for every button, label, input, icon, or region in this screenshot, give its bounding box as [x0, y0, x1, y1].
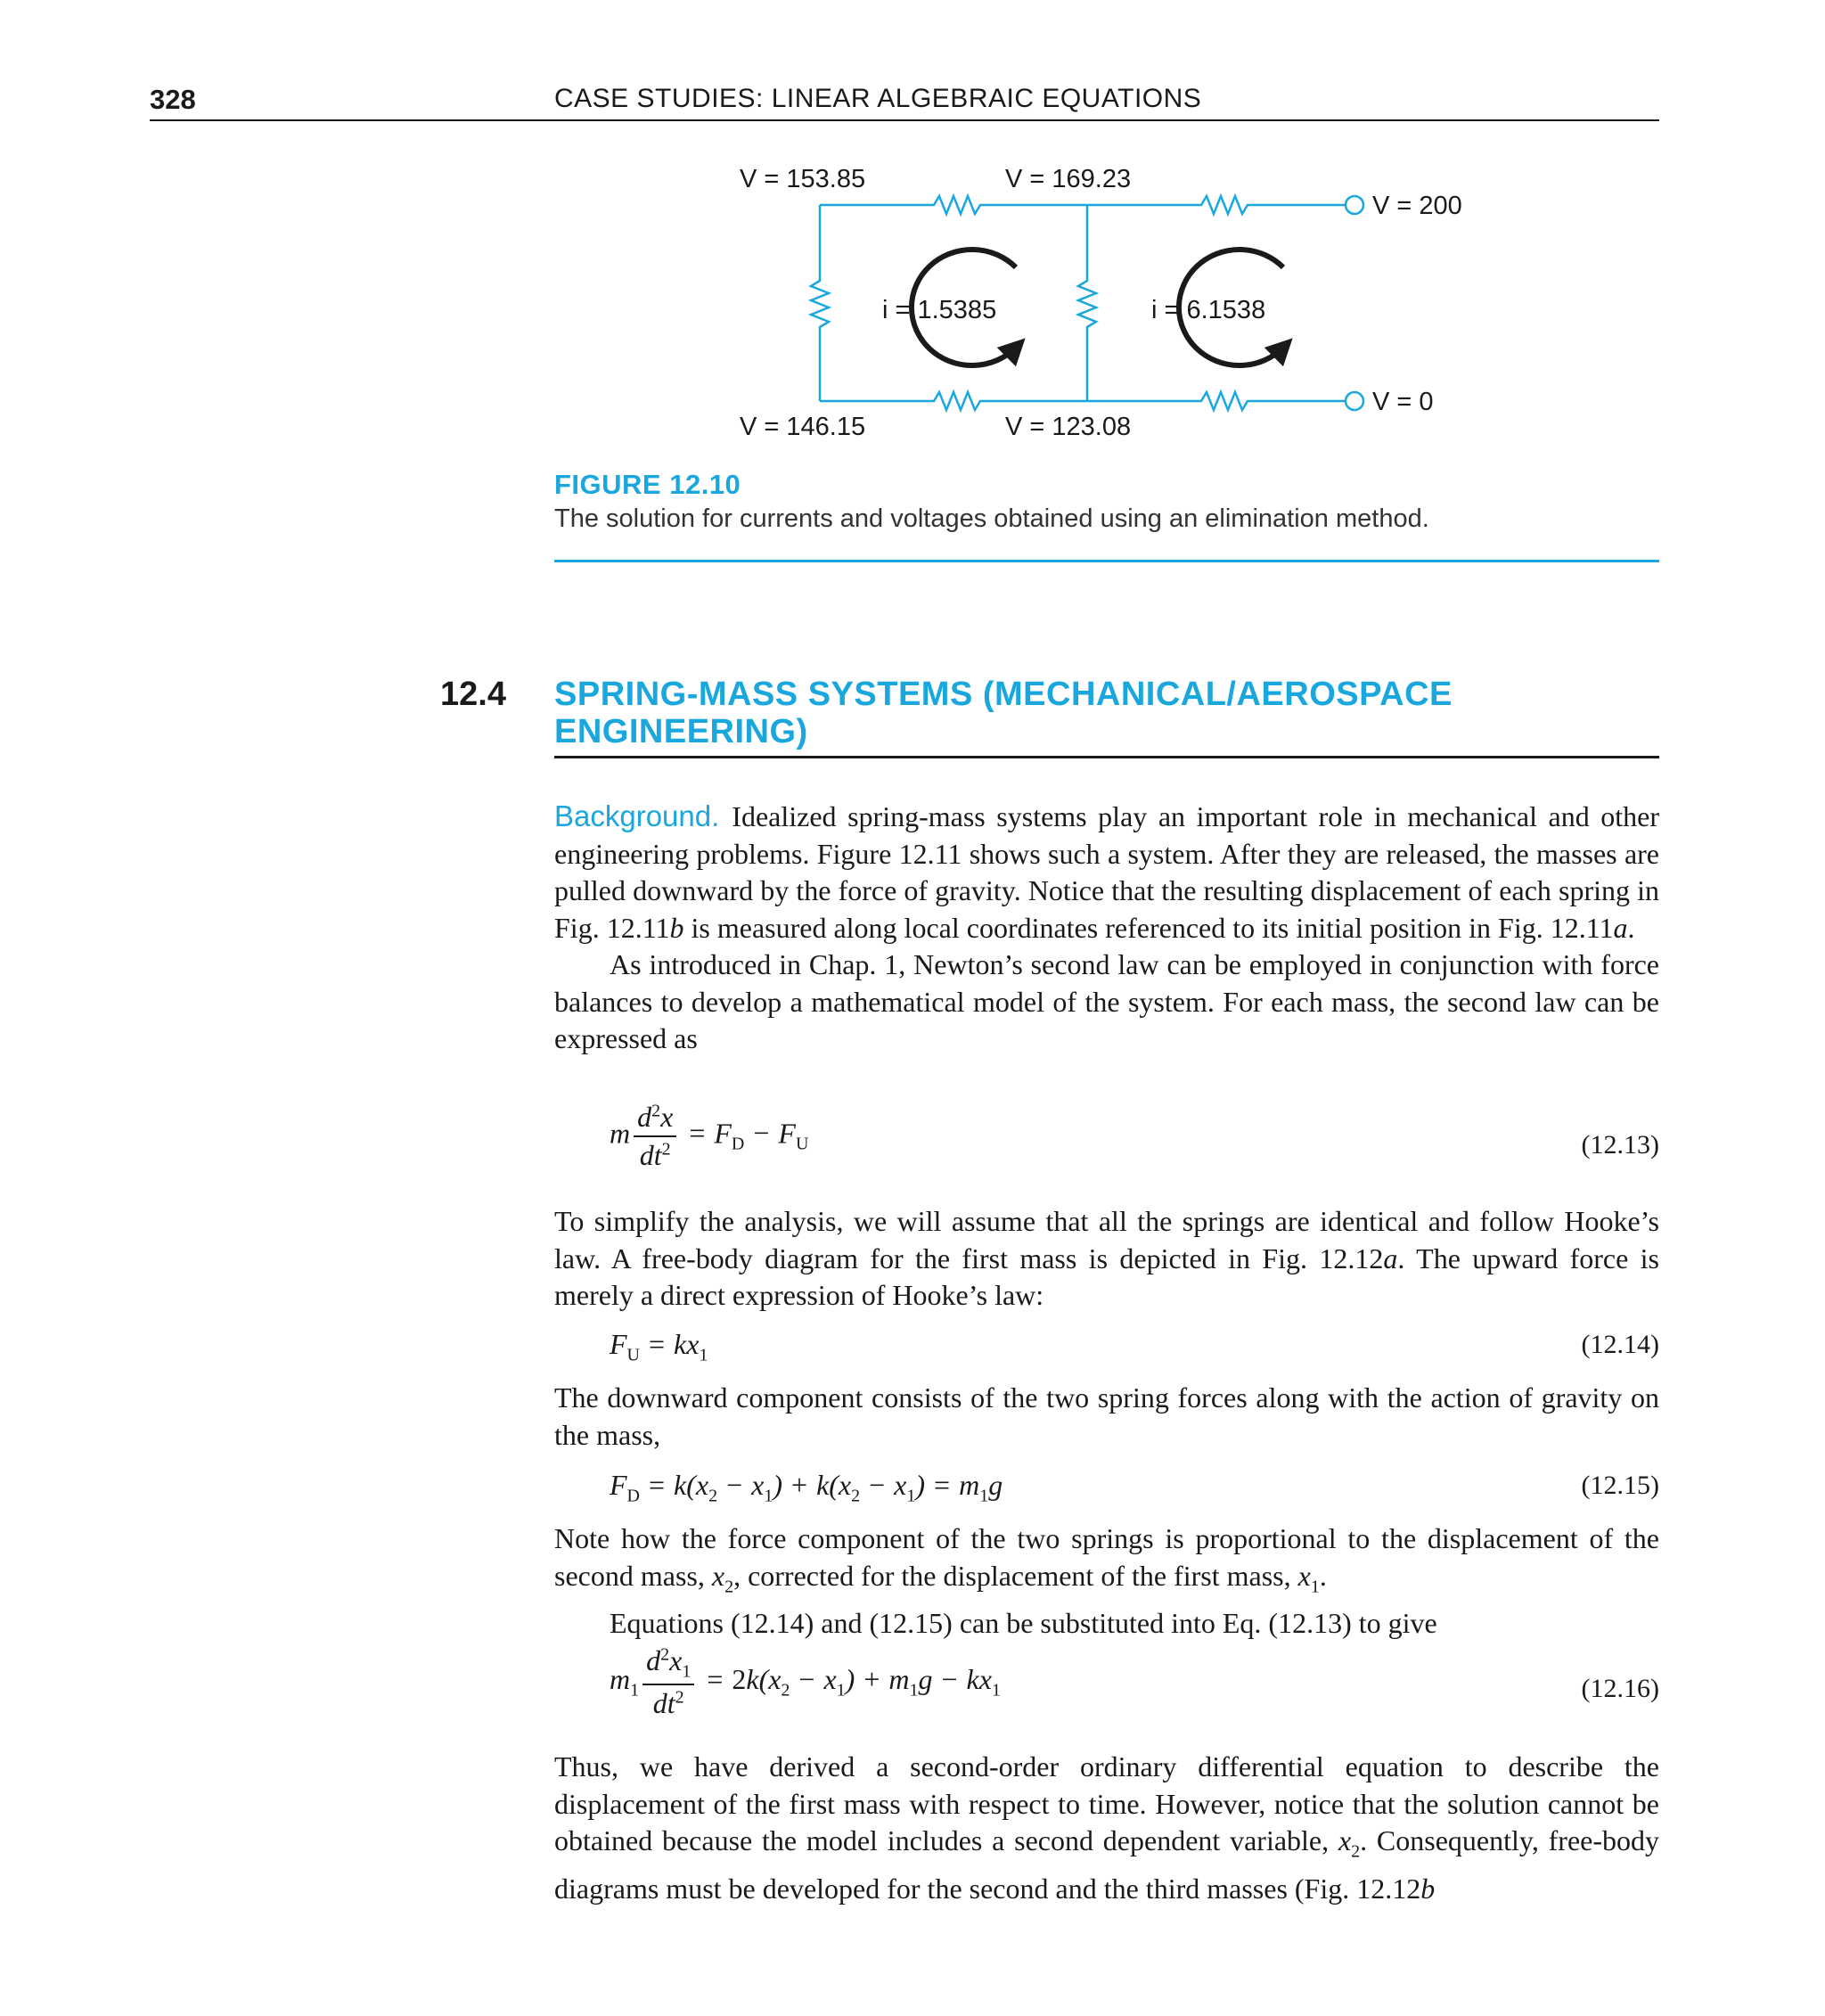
section-title — [554, 676, 1534, 750]
p5-text-b: , corrected for the displacement of the first mass, — [733, 1559, 1298, 1592]
middle-resistor — [1078, 205, 1096, 401]
paragraph-newton: As introduced in Chap. 1, Newton’s second law can be employed in conjunction with force balances to develop a mathematical model of the system. For each mass, the second law can be expressed as — [554, 948, 1659, 1054]
section-number: 12.4 — [440, 676, 506, 713]
p7-text-a: Thus, we have derived a second-order ordinary differential equation to describe the displacement of the first mass with respect to time. However, notice that the solution cannot be obtained because the model includes a second dependent variable, — [554, 1750, 1659, 1856]
label-v-top-left: V = 153.85 — [740, 165, 866, 193]
p3-text-b: . The upward force is merely a direct expression of Hooke’s law: — [554, 1242, 1660, 1311]
p7-text-b: . Consequently, free-body diagrams must be developed for the second and the third masses (Fig. 12.12 — [554, 1824, 1660, 1905]
equation-number-12-14: (12.14) — [1581, 1330, 1659, 1359]
equation-12-16-body: $m_1$ $\frac{d^2x_1}{dt^2}$ = $2k(x_2 - x_1) + m_1g - kx_1$ — [610, 1644, 1001, 1720]
p3-text-a: To simplify the analysis, we will assume that all the springs are identical and follow Hooke’s law. A free-body diagram for the first mass is depicted in Fig. 12.12 — [554, 1205, 1659, 1274]
section-rule — [554, 756, 1659, 758]
paragraph-background — [554, 798, 1659, 947]
body-block-3 — [554, 1380, 1659, 1454]
page-number: 328 — [150, 84, 196, 115]
label-v-bottom-mid: V = 123.08 — [1005, 413, 1132, 441]
paragraph-thus — [554, 1749, 1659, 1907]
var-x2-b: $x_2$ — [1338, 1824, 1361, 1862]
label-i-left: i = 1.5385 — [882, 296, 997, 324]
left-resistor — [811, 205, 829, 401]
label-v-ground: V = 0 — [1372, 388, 1434, 416]
var-x1: $x_1$ — [1297, 1559, 1320, 1596]
circuit-diagram — [731, 156, 1533, 459]
figure-rule — [554, 560, 1659, 562]
label-v-bottom-left: V = 146.15 — [740, 413, 866, 441]
paragraph-hooke — [554, 1203, 1659, 1315]
label-v-source: V = 200 — [1372, 192, 1462, 220]
equation-12-14-body: $F_U = kx_1$ — [610, 1328, 708, 1365]
p1-text-b: is measured along local coordinates referenced to its initial position in Fig. 12.11 — [683, 911, 1614, 944]
paragraph-downward: The downward component consists of the two spring forces along with the action of gravity on the mass, — [554, 1381, 1659, 1451]
equation-12-13 — [610, 1101, 1659, 1190]
p3-italic-a: a — [1383, 1242, 1398, 1274]
top-wire-resistors — [820, 196, 1346, 214]
figure-caption: The solution for currents and voltages obtained using an elimination method. — [554, 504, 1429, 533]
running-title: CASE STUDIES: LINEAR ALGEBRAIC EQUATIONS — [554, 84, 1202, 113]
p1-text-c: . — [1627, 911, 1635, 944]
bottom-wire-resistors — [820, 392, 1346, 410]
equation-12-16 — [610, 1644, 1659, 1733]
equation-number-12-13: (12.13) — [1581, 1130, 1659, 1160]
equation-12-13-body: m $\frac{d^2x}{dt^2}$ = $F_D - F_U$ — [610, 1101, 809, 1171]
equation-12-15 — [610, 1469, 1659, 1509]
section-title-line2: ENGINEERING) — [554, 713, 808, 750]
p5-text-a: Note how the force component of the two springs is proportional to the displacement of the second mass, — [554, 1522, 1659, 1592]
source-terminal — [1346, 196, 1363, 214]
p5-text-c: . — [1319, 1559, 1327, 1592]
background-lead: Background. — [554, 799, 720, 832]
var-x2: $x_2$ — [711, 1559, 734, 1596]
running-header — [150, 78, 1659, 121]
p1-italic-a: a — [1613, 911, 1628, 944]
equation-12-15-body: $F_D = k(x_2 - x_1) + k(x_2 - x_1) = m_1g$ — [610, 1469, 1003, 1506]
paragraph-substitute: Equations (12.14) and (12.15) can be substituted into Eq. (12.13) to give — [610, 1607, 1437, 1640]
p1-italic-b: b — [669, 911, 684, 944]
label-v-top-mid: V = 169.23 — [1005, 165, 1132, 193]
equation-12-14 — [610, 1328, 1659, 1368]
equation-number-12-15: (12.15) — [1581, 1471, 1659, 1500]
body-block-2 — [554, 1203, 1659, 1315]
label-i-right: i = 6.1538 — [1151, 296, 1266, 324]
equation-number-12-16: (12.16) — [1581, 1674, 1659, 1703]
p1-text-a: Idealized spring-mass systems play an important role in mechanical and other engineering problems. Figure 12.11 shows such a system. After they are released, the masses are pulled downward by the force of gravity. Notice that the resulting displacement of each spring in Fig. 12.11 — [554, 800, 1659, 944]
figure-label: FIGURE 12.10 — [554, 469, 741, 500]
p7-italic-b: b — [1420, 1872, 1436, 1905]
paragraph-force-component — [554, 1520, 1659, 1605]
body-block-5 — [554, 1749, 1659, 1907]
body-block-4 — [554, 1520, 1659, 1643]
body-block-1 — [554, 798, 1659, 1058]
ground-terminal — [1346, 392, 1363, 410]
section-title-line1: SPRING-MASS SYSTEMS (MECHANICAL/AEROSPACE — [554, 676, 1453, 713]
